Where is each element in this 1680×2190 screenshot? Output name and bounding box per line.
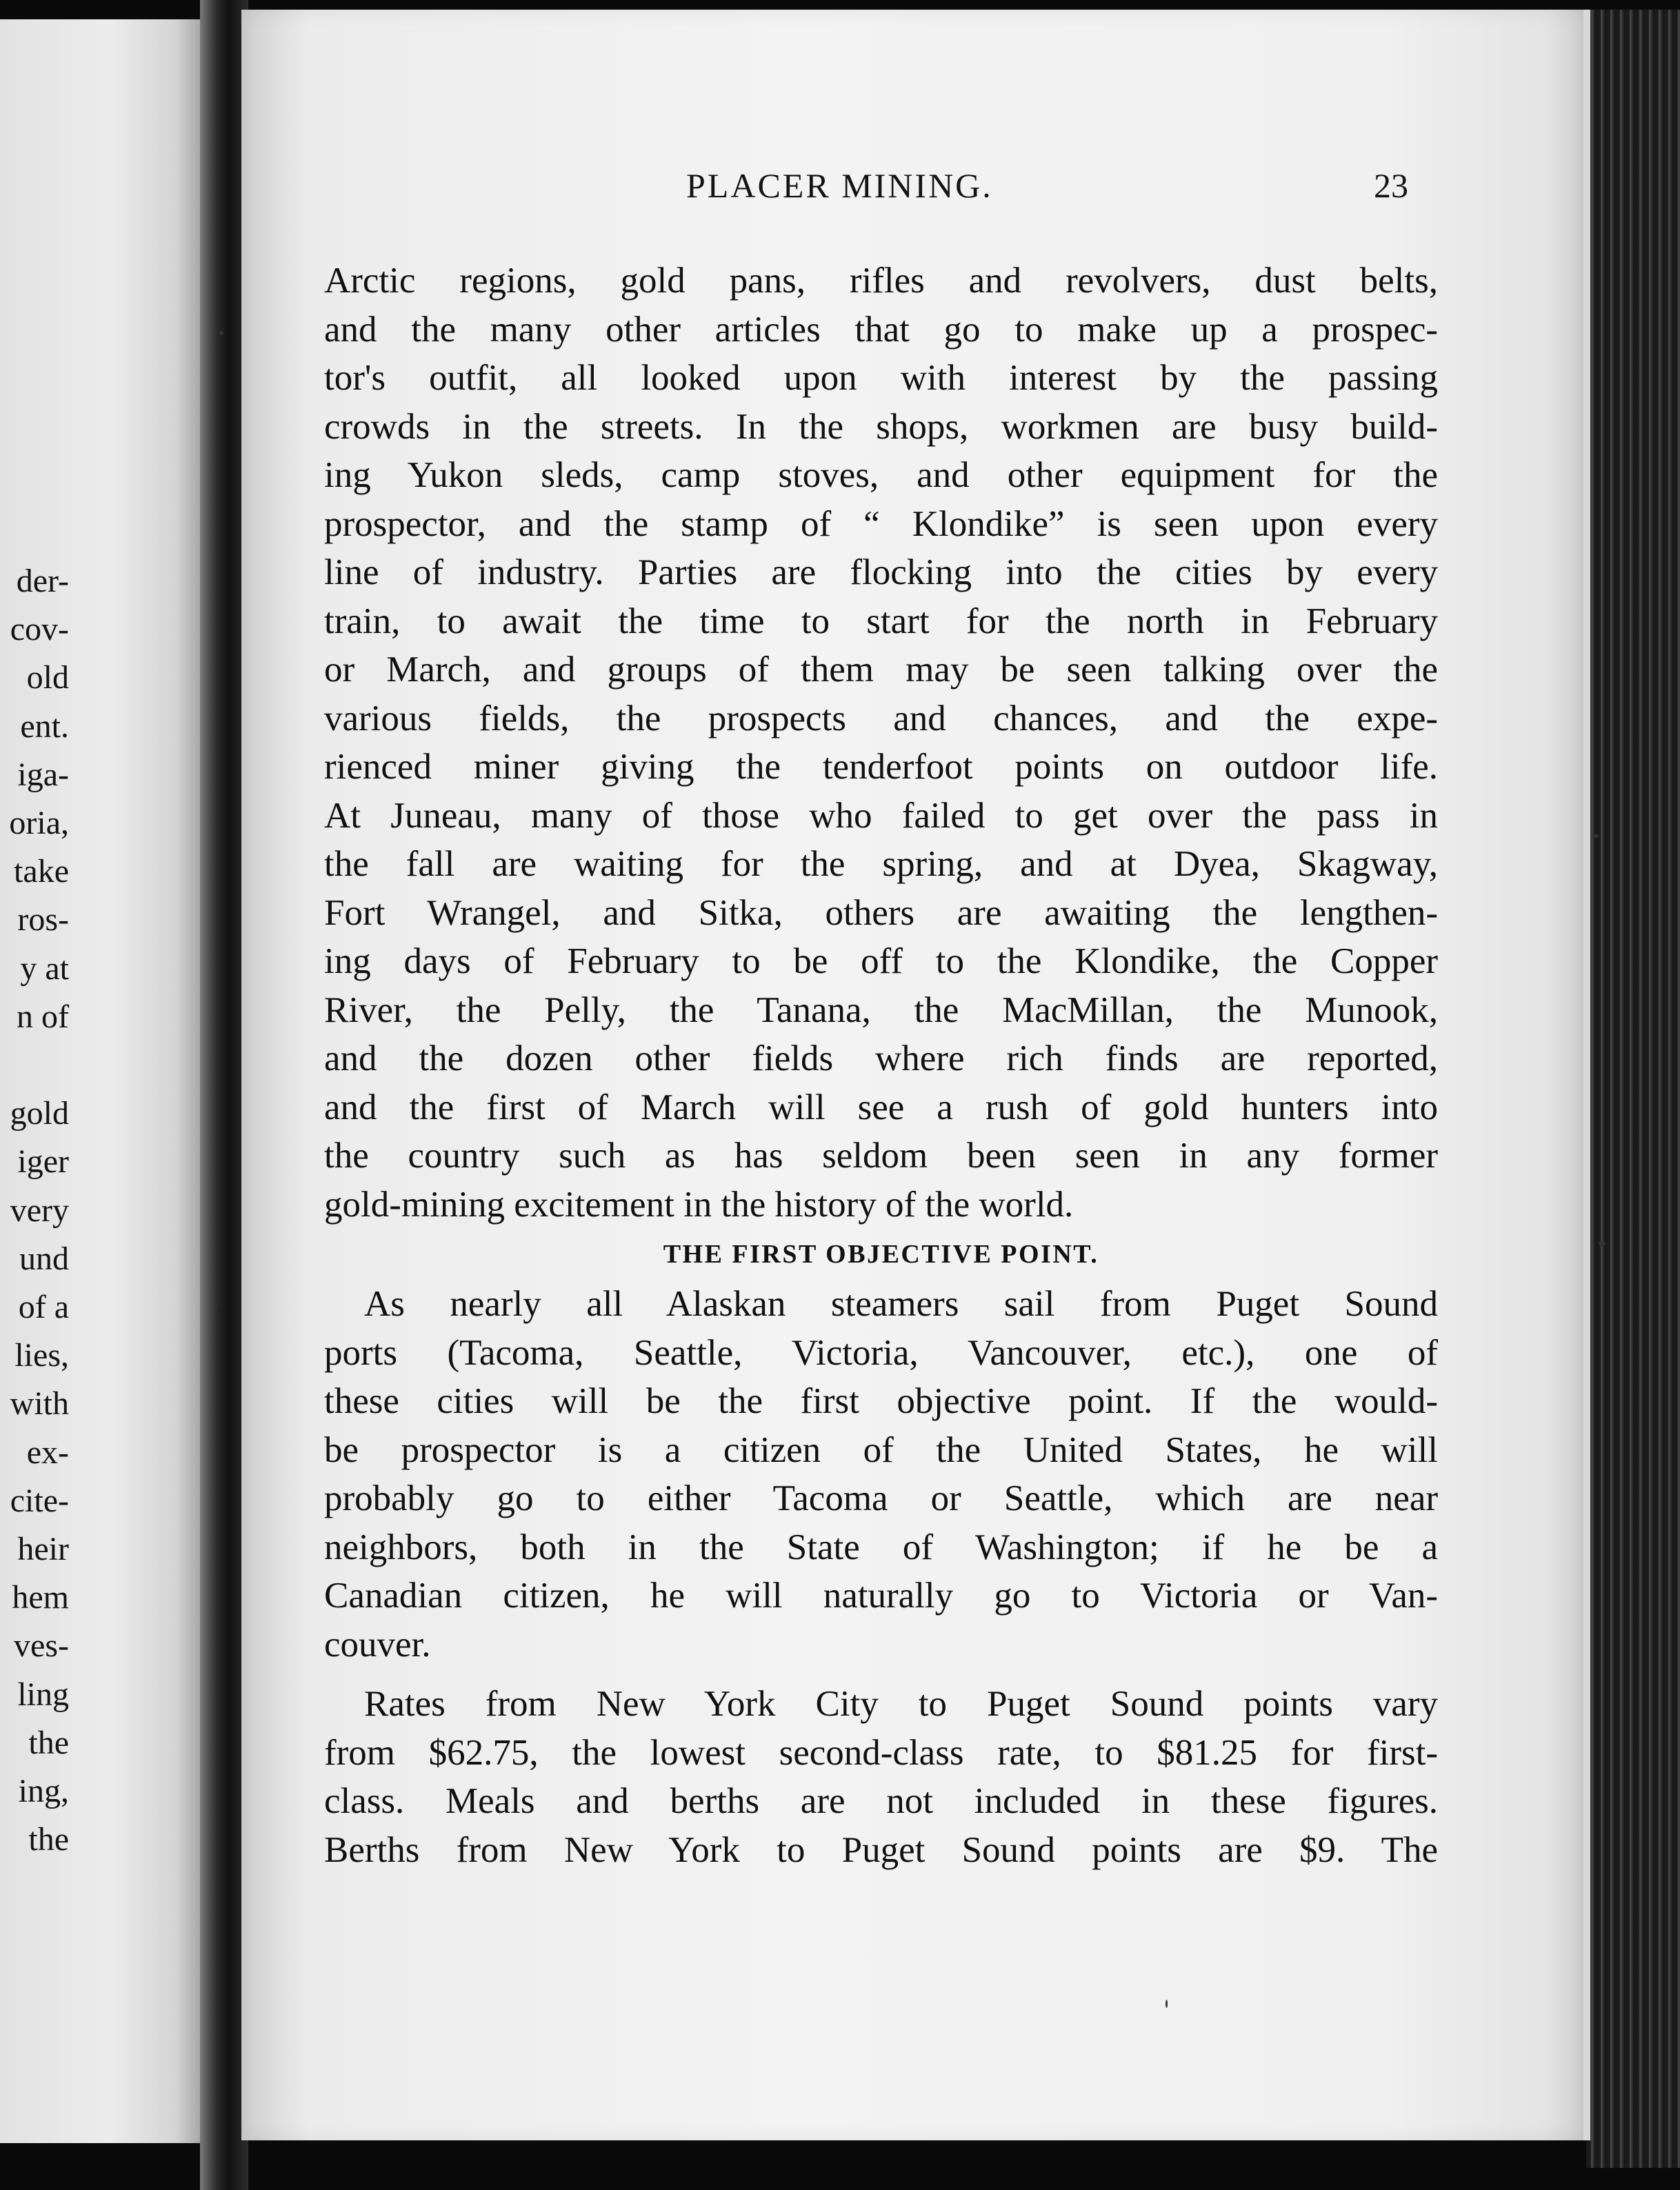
paragraph-1-line: line of industry. Parties are flocking into the cities by every (324, 552, 1438, 592)
previous-page-fragment-line: n of (17, 998, 69, 1035)
previous-page-fragment (0, 19, 200, 2143)
previous-page-fragment-line: y at (20, 950, 69, 987)
paragraph-1-line: rienced miner giving the tenderfoot points on outdoor life. (324, 747, 1438, 787)
page-number: 23 (1374, 166, 1408, 205)
paragraph-1-line: the country such as has seldom been seen in any former (324, 1136, 1438, 1176)
paragraph-2-line: be prospector is a citizen of the United States, he will (324, 1429, 1438, 1470)
previous-page-fragment-line: gold (10, 1095, 69, 1132)
previous-page-fragment-line: oria, (9, 805, 69, 841)
paragraph-1-line: and the many other articles that go to make up a prospec- (324, 309, 1438, 350)
previous-page-fragment-line: of a (18, 1289, 69, 1325)
previous-page-fragment-line: ves- (14, 1627, 69, 1665)
paragraph-3-line: Rates from New York City to Puget Sound points vary (364, 1684, 1438, 1724)
previous-page-fragment-line: lies, (14, 1337, 69, 1374)
paragraph-1-line: ing days of February to be off to the Klondike, the Copper (324, 941, 1438, 981)
paragraph-1-line: Fort Wrangel, and Sitka, others are awaiting the lengthen- (324, 892, 1438, 933)
paragraph-2-line: As nearly all Alaskan steamers sail from Puget Sound (364, 1284, 1438, 1324)
previous-page-fragment-line: ent. (20, 707, 69, 745)
paragraph-2-line: these cities will be the first objective point. If the would- (324, 1381, 1438, 1421)
paragraph-1-line: Arctic regions, gold pans, rifles and revolvers, dust belts, (324, 261, 1438, 301)
paragraph-1 (324, 257, 1438, 1229)
paragraph-1-line: River, the Pelly, the Tanana, the MacMillan, the Munook, (324, 989, 1438, 1030)
previous-page-fragment-line: ing, (18, 1773, 69, 1809)
paragraph-2-line: couver. (324, 1624, 431, 1665)
page-edges (1586, 10, 1680, 2168)
previous-page-fragment-line: cite- (10, 1482, 69, 1519)
paragraph-3 (324, 1680, 1438, 1874)
paragraph-2-line: probably go to either Tacoma or Seattle, which are near (324, 1478, 1438, 1518)
previous-page-fragment-line: old (26, 659, 69, 696)
paragraph-1-line: various fields, the prospects and chances, and the expe- (324, 698, 1438, 739)
previous-page-fragment-line: iga- (17, 756, 69, 793)
paragraph-2 (324, 1280, 1438, 1669)
paragraph-1-line: and the dozen other fields where rich finds are reported, (324, 1038, 1438, 1078)
paragraph-1-line: the fall are waiting for the spring, and at Dyea, Skagway, (324, 844, 1438, 884)
paragraph-2-line: ports (Tacoma, Seattle, Victoria, Vancouver, etc.), one of (324, 1332, 1438, 1373)
paragraph-1-line: and the first of March will see a rush of gold hunters into (324, 1087, 1438, 1127)
previous-page-fragment-line: the (28, 1821, 69, 1858)
previous-page-fragment-line: the (28, 1724, 69, 1761)
previous-page-fragment-line: und (19, 1240, 69, 1277)
paragraph-3-line: class. Meals and berths are not included in these figures. (324, 1781, 1438, 1821)
paragraph-1-line: or March, and groups of them may be seen talking over the (324, 650, 1438, 690)
paragraph-3-line: Berths from New York to Puget Sound points are $9. The (324, 1829, 1438, 1870)
paragraph-gap (324, 1669, 1438, 1680)
previous-page-fragment-line: ling (17, 1676, 69, 1713)
paragraph-1-line: At Juneau, many of those who failed to get over the pass in (324, 795, 1438, 836)
previous-page-fragment-line: heir (17, 1531, 69, 1567)
previous-page-fragment-line: very (10, 1192, 69, 1229)
running-head (241, 165, 1586, 214)
paragraph-1-line: ing Yukon sleds, camp stoves, and other equipment for the (324, 455, 1438, 495)
paragraph-1-line: tor's outfit, all looked upon with interest by the passing (324, 358, 1438, 398)
paragraph-1-line: crowds in the streets. In the shops, workmen are busy build- (324, 406, 1438, 447)
previous-page-line-endings (0, 557, 69, 1936)
paragraph-2-line: neighbors, both in the State of Washington; if he be a (324, 1527, 1438, 1567)
page-edge-highlight (1583, 10, 1590, 2140)
paragraph-2-line: Canadian citizen, he will naturally go to Victoria or Van- (324, 1576, 1438, 1616)
section-heading: THE FIRST OBJECTIVE POINT. (663, 1240, 1099, 1269)
previous-page-fragment-line: hem (12, 1579, 69, 1616)
running-head-title: PLACER MINING. (686, 166, 993, 205)
paragraph-1-line: prospector, and the stamp of “ Klondike” is seen upon every (324, 503, 1438, 544)
paragraph-1-line: gold-mining excitement in the history of the world. (324, 1184, 1074, 1225)
previous-page-fragment-line: iger (17, 1143, 69, 1181)
previous-page-fragment-line: ex- (26, 1434, 69, 1471)
previous-page-fragment-line: der- (16, 563, 69, 599)
previous-page-fragment-line: cov- (10, 611, 69, 648)
paragraph-1-line: train, to await the time to start for the north in February (324, 601, 1438, 641)
previous-page-fragment-line: take (14, 853, 69, 890)
paragraph-3-line: from $62.75, the lowest second-class rate, to $81.25 for first- (324, 1732, 1438, 1773)
page-body (324, 257, 1438, 1874)
previous-page-fragment-line: ros- (17, 901, 69, 938)
previous-page-fragment-line: with (10, 1385, 69, 1423)
